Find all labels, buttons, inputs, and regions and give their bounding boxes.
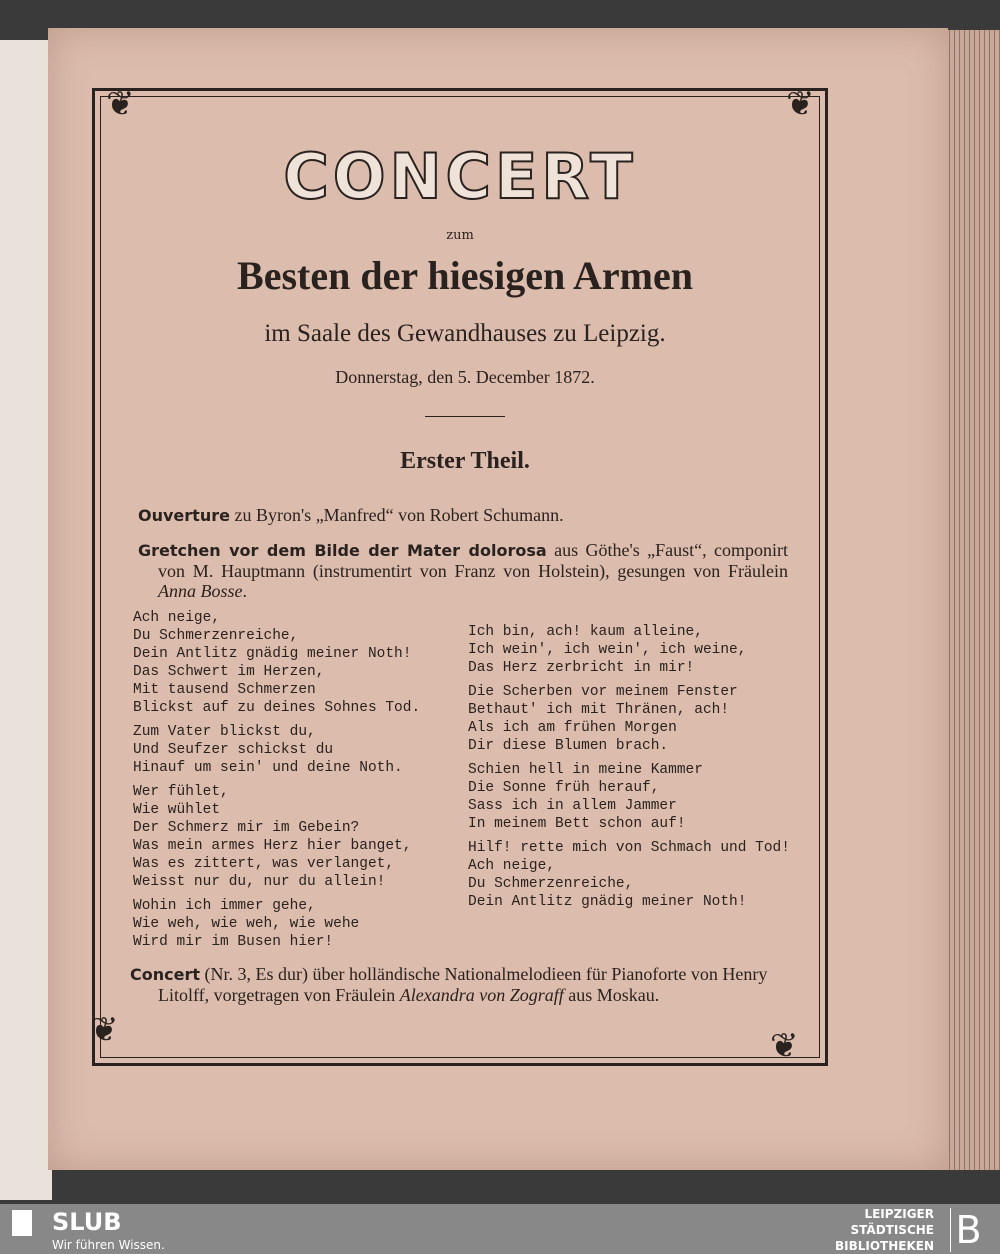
poem-line: Was es zittert, was verlanget, — [133, 856, 395, 872]
library-line: LEIPZIGER — [864, 1207, 934, 1221]
poem-line: Bethaut' ich mit Thränen, ach! — [468, 702, 730, 718]
poem-left-column — [133, 609, 420, 957]
item-ouverture — [138, 505, 564, 526]
stanza — [133, 609, 420, 717]
item-gretchen — [138, 540, 788, 601]
stanza — [133, 723, 420, 777]
corner-ornament-icon: ❦ — [770, 1026, 799, 1066]
item-text: aus Göthe's „Faust“, componirt von M. Hauptmann (instrumentirt von Franz von Holstein), gesungen von Fräulein — [158, 540, 789, 581]
poem-line: Mit tausend Schmerzen — [133, 682, 316, 698]
poem-line: Weisst nur du, nur du allein! — [133, 874, 386, 890]
poem-line: Ach neige, — [133, 610, 221, 626]
concert-title: CONCERT — [283, 140, 637, 213]
item-text-end: . — [242, 581, 247, 601]
stanza — [468, 839, 790, 911]
poem-line: Als ich am frühen Morgen — [468, 720, 677, 736]
poem-line: Die Sonne früh herauf, — [468, 780, 660, 796]
venue: im Saale des Gewandhauses zu Leipzig. — [264, 320, 666, 347]
footer-bar — [0, 1204, 1000, 1254]
stanza — [133, 897, 420, 951]
poem-line: Wer fühlet, — [133, 784, 229, 800]
singer: Anna Bosse — [158, 581, 243, 601]
poem-line: Dein Antlitz gnädig meiner Noth! — [133, 646, 412, 662]
divider — [425, 416, 505, 417]
poem-line: Hilf! rette mich von Schmach und Tod! — [468, 840, 790, 856]
item-title: Gretchen vor dem Bilde der Mater dolorosa — [138, 541, 547, 560]
poem-line: Wie weh, wie weh, wie wehe — [133, 916, 360, 932]
item-text-end: aus Moskau. — [563, 985, 660, 1005]
poem-line: Hinauf um sein' und deine Noth. — [133, 760, 403, 776]
poem-line: Ach neige, — [468, 858, 556, 874]
stanza — [468, 683, 790, 755]
poem-line: Wohin ich immer gehe, — [133, 898, 316, 914]
library-name[interactable] — [835, 1206, 934, 1254]
poem-line: Blickst auf zu deines Sohnes Tod. — [133, 700, 421, 716]
item-title: Concert — [130, 965, 200, 984]
poem-line: Zum Vater blickst du, — [133, 724, 316, 740]
poem-line: Wird mir im Busen hier! — [133, 934, 334, 950]
poem-line: Das Schwert im Herzen, — [133, 664, 325, 680]
library-line: BIBLIOTHEKEN — [834, 1239, 934, 1253]
poem-line: Ich bin, ach! kaum alleine, — [468, 624, 703, 640]
main-heading: Besten der hiesigen Armen — [237, 253, 693, 298]
item-text: zu Byron's „Manfred“ von Robert Schumann. — [229, 505, 564, 525]
book-icon — [12, 1210, 32, 1236]
poem-line: Wie wühlet — [133, 802, 221, 818]
stanza — [468, 623, 790, 677]
slub-logo[interactable]: SLUB — [52, 1208, 122, 1236]
poem-line: Der Schmerz mir im Gebein? — [133, 820, 360, 836]
item-title: Ouverture — [138, 506, 230, 525]
item-text: (Nr. 3, Es dur) über holländische Nationalmelodieen für Pianoforte von Henry Litolff, vorgetragen von Fräulein — [158, 964, 768, 1005]
poem-line: Du Schmerzenreiche, — [133, 628, 299, 644]
poem-line: Die Scherben vor meinem Fenster — [468, 684, 738, 700]
poem-line: Ich wein', ich wein', ich weine, — [468, 642, 747, 658]
date: Donnerstag, den 5. December 1872. — [335, 367, 595, 387]
tagline: Wir führen Wissen. — [52, 1238, 165, 1252]
part-heading: Erster Theil. — [400, 448, 530, 474]
zum-text: zum — [446, 228, 474, 243]
stanza — [468, 761, 790, 833]
poem-line: Sass ich in allem Jammer — [468, 798, 677, 814]
library-logo-icon: B — [950, 1208, 986, 1252]
left-page-edge — [0, 40, 52, 1200]
stanza — [133, 783, 420, 891]
poem-line: Was mein armes Herz hier banget, — [133, 838, 412, 854]
item-concert — [130, 964, 790, 1005]
poem-line: In meinem Bett schon auf! — [468, 816, 686, 832]
poem-line: Du Schmerzenreiche, — [468, 876, 634, 892]
performer: Alexandra von Zograff — [399, 985, 564, 1005]
poem-line: Dir diese Blumen brach. — [468, 738, 669, 754]
poem-line: Dein Antlitz gnädig meiner Noth! — [468, 894, 747, 910]
poem-right-column — [468, 623, 790, 917]
poem-line: Schien hell in meine Kammer — [468, 762, 703, 778]
library-line: STÄDTISCHE — [850, 1223, 934, 1237]
poem-line: Das Herz zerbricht in mir! — [468, 660, 695, 676]
corner-ornament-icon: ❦ — [786, 84, 815, 124]
corner-ornament-icon: ❦ — [106, 84, 135, 124]
corner-ornament-icon: ❦ — [90, 1010, 119, 1050]
poem-line: Und Seufzer schickst du — [133, 742, 334, 758]
